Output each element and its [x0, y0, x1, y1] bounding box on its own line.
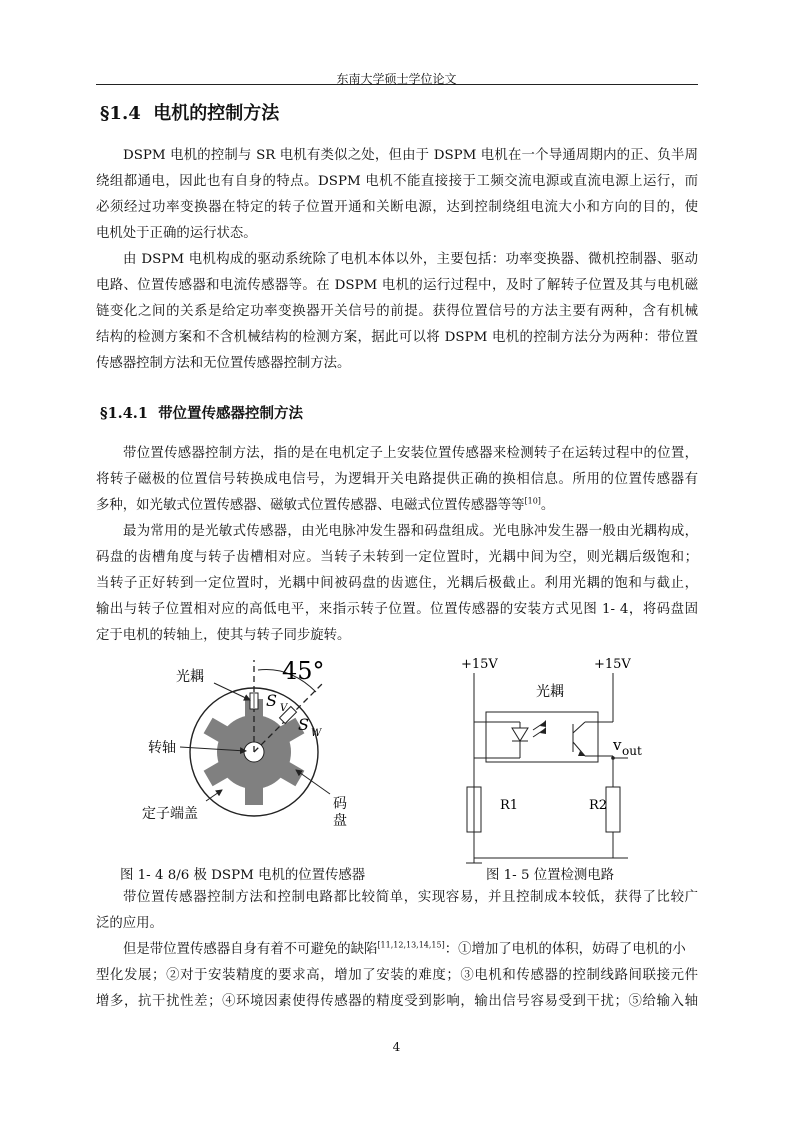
para2-line-5: 传感器控制方法和无位置传感器控制方法。 [96, 356, 351, 371]
para3-line-1: 带位置传感器控制方法，指的是在电机定子上安装位置传感器来检测转子在运转过程中的位置， [123, 446, 698, 461]
vout-sub: out [622, 744, 642, 758]
subsection-number: §1.4.1 [100, 405, 148, 422]
angle-label: 45° [282, 657, 325, 685]
para1-line-4: 电机处于正确的运行状态。 [96, 226, 257, 241]
section-heading [100, 99, 279, 125]
sensor-w-label: S [298, 715, 309, 734]
para4-line-2: 码盘的齿槽角度与转子齿槽相对应。当转子未转到一定位置时，光耦中间为空，则光耦后级饱和； [96, 550, 698, 565]
para3-line-2: 将转子磁极的位置信号转换成电信号，为逻辑开关电路提供正确的换相信息。所用的位置传感器有 [96, 472, 698, 487]
sensor-v-label: S [266, 691, 277, 710]
para3-line-3-text: 多种，如光敏式位置传感器、磁敏式位置传感器、电磁式位置传感器等等 [96, 498, 525, 513]
para4-line-5: 定于电机的转轴上，使其与转子同步旋转。 [96, 628, 351, 643]
vout-label: v [613, 736, 622, 754]
optocoupler-label: 光耦 [176, 669, 204, 685]
page-number: 4 [392, 1040, 401, 1054]
header-rule [96, 84, 698, 85]
para6-line-1-text: 但是带位置传感器自身有着不可避免的缺陷 [123, 942, 378, 957]
subsection-heading [100, 402, 303, 423]
para3-line-3 [96, 498, 698, 514]
para3-line-3-end: 。 [540, 498, 555, 513]
para2-line-4: 结构的检测方案和不含机械结构的检测方案，据此可以将 DSPM 电机的控制方法分为两种：带位置 [96, 330, 698, 345]
para4-line-3: 当转子正好转到一定位置时，光耦中间被码盘的齿遮住，光耦后极截止。利用光耦的饱和与截止， [96, 576, 698, 591]
para5-line-1: 带位置传感器控制方法和控制电路都比较简单，实现容易，并且控制成本较低，获得了比较广 [123, 890, 698, 905]
figure5-caption: 图 1- 5 位置检测电路 [486, 868, 615, 883]
citation-ref[interactable]: [10] [524, 496, 541, 506]
vcc-left-label: +15V [461, 657, 498, 672]
para2-line-1: 由 DSPM 电机构成的驱动系统除了电机本体以外，主要包括：功率变换器、微机控制器、驱动 [123, 252, 698, 267]
optocoupler-circuit-label: 光耦 [536, 684, 564, 700]
sensor-v-sub: V [280, 703, 288, 714]
position-sensor-figure [120, 650, 380, 860]
section-title: 电机的控制方法 [153, 103, 280, 124]
para5-line-2: 泛的应用。 [96, 916, 163, 931]
para6-line-2: 型化发展；②对于安装精度的要求高，增加了安装的难度；③电机和传感器的控制线路间联接元件 [96, 968, 698, 983]
para1-line-1: DSPM 电机的控制与 SR 电机有类似之处，但由于 DSPM 电机在一个导通周期内的正、负半周 [123, 148, 698, 163]
para4-line-1: 最为常用的是光敏式传感器，由光电脉冲发生器和码盘组成。光电脉冲发生器一般由光耦构成， [123, 524, 698, 539]
running-header: 东南大学硕士学位论文 [336, 72, 457, 86]
end-cover-label: 定子端盖 [142, 806, 198, 822]
para6-line-1-end: ：①增加了电机的体积，妨碍了电机的小 [444, 942, 686, 957]
subsection-title: 带位置传感器控制方法 [158, 405, 304, 422]
r1-label: R1 [500, 798, 519, 813]
vcc-right-label: +15V [594, 657, 631, 672]
para6-line-1 [96, 942, 698, 958]
section-number: §1.4 [100, 103, 141, 124]
para6-line-3: 增多，抗干扰性差；④环境因素使得传感器的精度受到影响，输出信号容易受到干扰；⑤给输入轴 [96, 994, 698, 1009]
para1-line-3: 必须经过功率变换器在特定的转子位置开通和关断电源，达到控制绕组电流大小和方向的目的，使 [96, 200, 698, 215]
circuit-wires [466, 673, 628, 863]
r2-label: R2 [589, 798, 608, 813]
para1-line-2: 绕组都通电，因此也有自身的特点。DSPM 电机不能直接接于工频交流电源或直流电源上运行，而 [96, 174, 698, 189]
para2-line-2: 电路、位置传感器和电流传感器等。在 DSPM 电机的运行过程中，及时了解转子位置及其与电机磁 [96, 278, 698, 293]
detection-circuit-figure [455, 650, 655, 865]
sensor-w-sub: W [311, 728, 322, 739]
code-disc-label-1: 码 [333, 796, 347, 812]
code-disc-label-2: 盘 [333, 813, 347, 829]
para4-line-4: 输出与转子位置相对应的高低电平，来指示转子位置。位置传感器的安装方式见图 1- 4，将码盘固 [96, 602, 698, 617]
citation-ref-2[interactable]: [11,12,13,14,15] [377, 940, 445, 950]
figure4-caption: 图 1- 4 8/6 极 DSPM 电机的位置传感器 [120, 868, 366, 883]
para2-line-3: 链变化之间的关系是给定功率变换器开关信号的前提。获得位置信号的方法主要有两种，含有机械 [96, 304, 698, 319]
shaft-label: 转轴 [148, 740, 176, 756]
